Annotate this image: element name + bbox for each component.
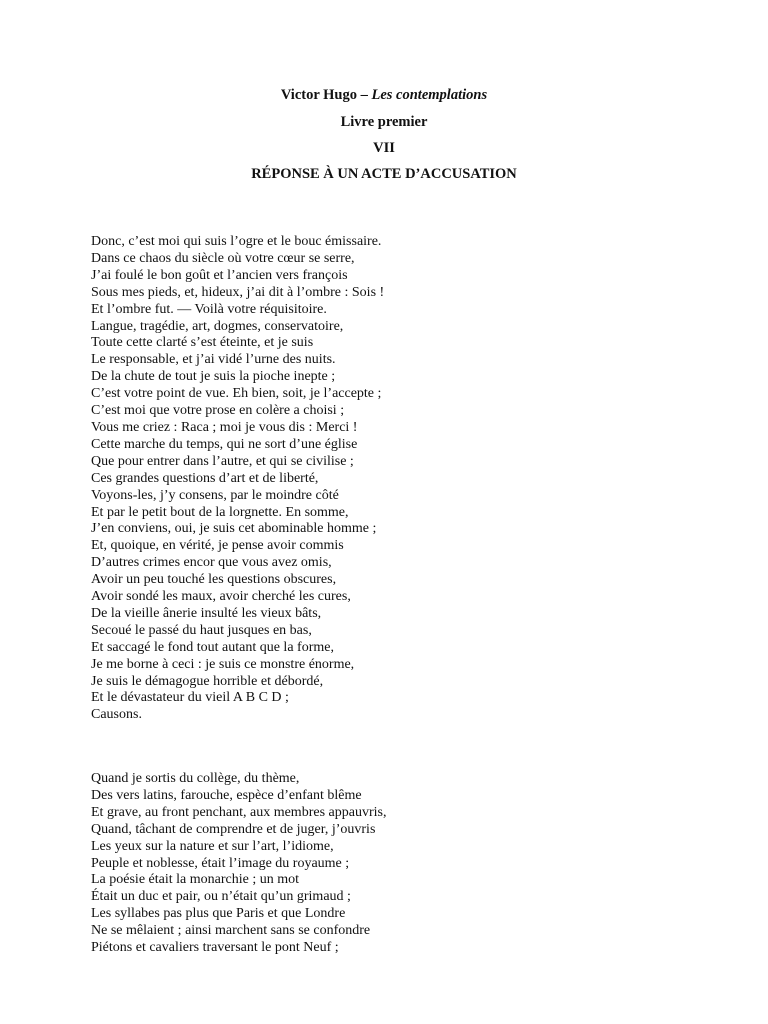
verse-line: Ne se mêlaient ; ainsi marchent sans se confondre	[91, 923, 371, 939]
verse-line: J’ai foulé le bon goût et l’ancien vers françois	[91, 267, 348, 283]
title-separator: –	[357, 87, 372, 103]
verse-line: Je me borne à ceci : je suis ce monstre énorme,	[91, 656, 355, 672]
verse-line: Voyons-les, j’y consens, par le moindre côté	[91, 487, 339, 503]
verse-line: Sous mes pieds, et, hideux, j’ai dit à l’ombre : Sois !	[91, 284, 385, 300]
verse-line: Cette marche du temps, qui ne sort d’une église	[91, 436, 358, 452]
verse-line: C’est votre point de vue. Eh bien, soit, je l’accepte ;	[91, 386, 382, 402]
livre-heading: Livre premier	[340, 114, 428, 130]
verse-line: Donc, c’est moi qui suis l’ogre et le bouc émissaire.	[91, 234, 382, 249]
verse-line: J’en conviens, oui, je suis cet abominable homme ;	[91, 521, 377, 537]
verse-line: Et saccagé le fond tout autant que la forme,	[91, 639, 334, 655]
verse-line: Et l’ombre fut. — Voilà votre réquisitoire.	[91, 301, 327, 317]
verse-line: De la chute de tout je suis la pioche inepte ;	[91, 369, 336, 385]
poem-title: RÉPONSE À UN ACTE D’ACCUSATION	[251, 166, 517, 182]
verse-line: Causons.	[91, 707, 142, 723]
verse-line: Et grave, au front penchant, aux membres appauvris,	[91, 804, 387, 820]
stanza-1	[91, 234, 711, 724]
verse-line: Quand, tâchant de comprendre et de juger, j’ouvris	[91, 821, 376, 837]
verse-line: Quand je sortis du collège, du thème,	[91, 771, 300, 786]
stanza-2	[91, 771, 711, 957]
verse-line: Et le dévastateur du vieil A B C D ;	[91, 690, 289, 706]
verse-line: Ces grandes questions d’art et de liberté,	[91, 470, 319, 486]
verse-line: Le responsable, et j’ai vidé l’urne des nuits.	[91, 352, 336, 368]
author-name: Victor Hugo	[280, 87, 357, 103]
verse-line: Était un duc et pair, ou n’était qu’un grimaud ;	[91, 889, 351, 905]
verse-line: Que pour entrer dans l’autre, et qui se civilise ;	[91, 453, 354, 469]
verse-line: Piétons et cavaliers traversant le pont Neuf ;	[91, 940, 339, 956]
verse-line: La poésie était la monarchie ; un mot	[91, 872, 299, 888]
verse-line: Avoir un peu touché les questions obscures,	[91, 572, 337, 588]
verse-line: Avoir sondé les maux, avoir cherché les cures,	[91, 589, 351, 605]
verse-line: Et, quoique, en vérité, je pense avoir commis	[91, 538, 344, 554]
verse-line: D’autres crimes encor que vous avez omis,	[91, 555, 332, 571]
verse-line: Vous me criez : Raca ; moi je vous dis : Merci !	[91, 419, 358, 435]
verse-line: C’est moi que votre prose en colère a choisi ;	[91, 403, 345, 419]
verse-line: Les yeux sur la nature et sur l’art, l’idiome,	[91, 838, 334, 854]
verse-line: Je suis le démagogue horrible et débordé,	[91, 673, 324, 689]
verse-line: Des vers latins, farouche, espèce d’enfant blême	[91, 787, 362, 803]
author-title-line	[0, 86, 768, 104]
verse-line: Toute cette clarté s’est éteinte, et je suis	[91, 335, 314, 351]
poem-number: VII	[373, 140, 395, 156]
verse-line: Dans ce chaos du siècle où votre cœur se serre,	[91, 250, 355, 266]
book-title: Les contemplations	[371, 87, 488, 103]
verse-line: Et par le petit bout de la lorgnette. En somme,	[91, 504, 349, 520]
verse-line: De la vieille ânerie insulté les vieux bâts,	[91, 605, 322, 621]
verse-line: Langue, tragédie, art, dogmes, conservatoire,	[91, 318, 344, 334]
verse-line: Les syllabes pas plus que Paris et que Londre	[91, 906, 346, 922]
verse-line: Peuple et noblesse, était l’image du royaume ;	[91, 855, 350, 871]
verse-line: Secoué le passé du haut jusques en bas,	[91, 622, 312, 638]
